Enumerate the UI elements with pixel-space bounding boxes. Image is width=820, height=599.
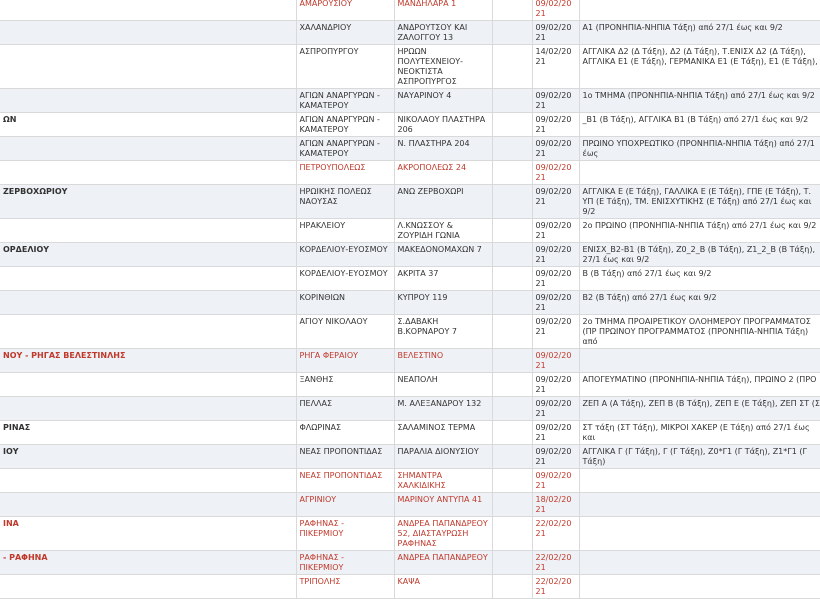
classes-cell: 1ο ΤΜΗΜΑ (ΠΡΟΝΗΠΙΑ-ΝΗΠΙΑ Τάξη) από 27/1 έως και 9/2	[579, 89, 820, 113]
spacer-cell	[492, 575, 532, 599]
spacer-cell	[492, 291, 532, 315]
classes-cell: ΠΡΩΙΝΟ ΥΠΟΧΡΕΩΤΙΚΟ (ΠΡΟΝΗΠΙΑ-ΝΗΠΙΑ Τάξη) από 27/1 έως	[579, 137, 820, 161]
address-cell: ΚΑΨΑ	[394, 575, 492, 599]
table-row	[0, 243, 820, 267]
table-row	[0, 45, 820, 89]
address-cell: ΠΑΡΑΛΙΑ ΔΙΟΝΥΣΙΟΥ	[394, 445, 492, 469]
school-name-cell: ΖΕΡΒΟΧΩΡΙΟΥ	[0, 185, 296, 219]
date-cell: 09/02/2021	[532, 185, 579, 219]
date-cell: 22/02/2021	[532, 551, 579, 575]
table-row	[0, 397, 820, 421]
date-cell: 14/02/2021	[532, 45, 579, 89]
address-cell: ΝΙΚΟΛΑΟΥ ΠΛΑΣΤΗΡΑ 206	[394, 113, 492, 137]
school-name-cell: ΙΟΥ	[0, 445, 296, 469]
municipality-cell: ΑΓΡΙΝΙΟΥ	[296, 493, 394, 517]
classes-cell: ΖΕΠ Α (Α Τάξη), ΖΕΠ Β (Β Τάξη), ΖΕΠ Ε (Ε Τάξη), ΖΕΠ ΣΤ (Σ	[579, 397, 820, 421]
table-row	[0, 373, 820, 397]
municipality-cell: ΚΟΡΔΕΛΙΟΥ-ΕΥΟΣΜΟΥ	[296, 267, 394, 291]
table-row	[0, 161, 820, 185]
municipality-cell: ΑΓΙΩΝ ΑΝΑΡΓΥΡΩΝ - ΚΑΜΑΤΕΡΟΥ	[296, 113, 394, 137]
classes-cell: ΕΝΙΣΧ_Β2-Β1 (Β Τάξη), Ζ0_2_Β (Β Τάξη), Ζ1_2_Β (Β Τάξη), 27/1 έως και 9/2	[579, 243, 820, 267]
address-cell: ΝΕΑΠΟΛΗ	[394, 373, 492, 397]
date-cell: 09/02/2021	[532, 113, 579, 137]
address-cell: ΑΝΔΡΟΥΤΣΟΥ ΚΑΙ ΖΑΛΟΓΓΟΥ 13	[394, 21, 492, 45]
school-name-cell	[0, 45, 296, 89]
table-row	[0, 185, 820, 219]
municipality-cell: ΑΓΙΩΝ ΑΝΑΡΓΥΡΩΝ - ΚΑΜΑΤΕΡΟΥ	[296, 137, 394, 161]
address-cell: ΜΑΝΔΗΛΑΡΑ 1	[394, 0, 492, 21]
municipality-cell: ΑΓΙΟΥ ΝΙΚΟΛΑΟΥ	[296, 315, 394, 349]
spacer-cell	[492, 315, 532, 349]
classes-cell: ΑΓΓΛΙΚΑ Ε (Ε Τάξη), ΓΑΛΛΙΚΑ Ε (Ε Τάξη), ΓΠΕ (Ε Τάξη), Τ. ΥΠ (Ε Τάξη), ΤΜ. ΕΝΙΣΧΥΤΙΚΗΣ (Ε Τάξη) από 27/1 έως και 9/2	[579, 185, 820, 219]
school-name-cell	[0, 219, 296, 243]
table-row	[0, 219, 820, 243]
school-name-cell: ΟΡΔΕΛΙΟΥ	[0, 243, 296, 267]
classes-cell: ΑΓΓΛΙΚΑ Γ (Γ Τάξη), Γ (Γ Τάξη), Ζ0*Γ1 (Γ Τάξη), Ζ1*Γ1 (Γ Τάξη)	[579, 445, 820, 469]
municipality-cell: ΠΕΤΡΟΥΠΟΛΕΩΣ	[296, 161, 394, 185]
school-name-cell	[0, 267, 296, 291]
date-cell: 09/02/2021	[532, 291, 579, 315]
table-row	[0, 113, 820, 137]
address-cell: ΗΡΩΩΝ ΠΟΛΥΤΕΧΝΕΙΟΥ-ΝΕΟΚΤΙΣΤΑ ΑΣΠΡΟΠΥΡΓΟΣ	[394, 45, 492, 89]
date-cell: 18/02/2021	[532, 493, 579, 517]
school-name-cell	[0, 21, 296, 45]
municipality-cell: ΚΟΡΙΝΘΙΩΝ	[296, 291, 394, 315]
spacer-cell	[492, 243, 532, 267]
classes-cell: Α1 (ΠΡΟΝΗΠΙΑ-ΝΗΠΙΑ Τάξη) από 27/1 έως και 9/2	[579, 21, 820, 45]
spacer-cell	[492, 137, 532, 161]
municipality-cell: ΚΟΡΔΕΛΙΟΥ-ΕΥΟΣΜΟΥ	[296, 243, 394, 267]
municipality-cell: ΝΕΑΣ ΠΡΟΠΟΝΤΙΔΑΣ	[296, 445, 394, 469]
date-cell: 22/02/2021	[532, 575, 579, 599]
date-cell: 09/02/2021	[532, 445, 579, 469]
spacer-cell	[492, 397, 532, 421]
date-cell: 09/02/2021	[532, 161, 579, 185]
classes-cell	[579, 551, 820, 575]
municipality-cell: ΞΑΝΘΗΣ	[296, 373, 394, 397]
table-row	[0, 551, 820, 575]
school-name-cell: ΝΟΥ - ΡΗΓΑΣ ΒΕΛΕΣΤΙΝΛΗΣ	[0, 349, 296, 373]
municipality-cell: ΡΑΦΗΝΑΣ - ΠΙΚΕΡΜΙΟΥ	[296, 551, 394, 575]
spacer-cell	[492, 373, 532, 397]
spacer-cell	[492, 551, 532, 575]
date-cell: 09/02/2021	[532, 373, 579, 397]
address-cell: ΑΚΡΟΠΟΛΕΩΣ 24	[394, 161, 492, 185]
classes-cell: 2ο ΤΜΗΜΑ ΠΡΟΑΙΡΕΤΙΚΟΥ ΟΛΟΗΜΕΡΟΥ ΠΡΟΓΡΑΜΜΑΤΟΣ (ΠΡ ΠΡΩΙΝΟΥ ΠΡΟΓΡΑΜΜΑΤΟΣ (ΠΡΟΝΗΠΙΑ-ΝΗΠΙΑ Τάξη) από	[579, 315, 820, 349]
date-cell: 09/02/2021	[532, 349, 579, 373]
address-cell: Λ.ΚΝΩΣΣΟΥ & ΖΟΥΡΙΔΗ ΓΩΝΙΑ	[394, 219, 492, 243]
address-cell: ΑΝΔΡΕΑ ΠΑΠΑΝΔΡΕΟΥ 52, ΔΙΑΣΤΑΥΡΩΣΗ ΡΑΦΗΝΑΣ	[394, 517, 492, 551]
school-name-cell	[0, 373, 296, 397]
school-name-cell: ΩΝ	[0, 113, 296, 137]
school-name-cell	[0, 137, 296, 161]
table-row	[0, 21, 820, 45]
classes-cell	[579, 517, 820, 551]
school-name-cell	[0, 0, 296, 21]
classes-cell	[579, 349, 820, 373]
table-row	[0, 291, 820, 315]
classes-cell: 2ο ΠΡΩΙΝΟ (ΠΡΟΝΗΠΙΑ-ΝΗΠΙΑ Τάξη) από 27/1 έως και 9/2	[579, 219, 820, 243]
address-cell: ΒΕΛΕΣΤΙΝΟ	[394, 349, 492, 373]
municipality-cell: ΗΡΑΚΛΕΙΟΥ	[296, 219, 394, 243]
address-cell: ΑΝΩ ΖΕΡΒΟΧΩΡΙ	[394, 185, 492, 219]
school-name-cell	[0, 161, 296, 185]
spacer-cell	[492, 421, 532, 445]
municipality-cell: ΗΡΩΙΚΗΣ ΠΟΛΕΩΣ ΝΑΟΥΣΑΣ	[296, 185, 394, 219]
municipality-cell: ΡΗΓΑ ΦΕΡΑΙΟΥ	[296, 349, 394, 373]
date-cell: 09/02/2021	[532, 243, 579, 267]
date-cell: 09/02/2021	[532, 0, 579, 21]
classes-cell	[579, 575, 820, 599]
spacer-cell	[492, 185, 532, 219]
address-cell: Μ. ΑΛΕΞΑΝΔΡΟΥ 132	[394, 397, 492, 421]
municipality-cell: ΑΜΑΡΟΥΣΙΟΥ	[296, 0, 394, 21]
classes-cell: ΑΠΟΓΕΥΜΑΤΙΝΟ (ΠΡΟΝΗΠΙΑ-ΝΗΠΙΑ Τάξη), ΠΡΩΙΝΟ 2 (ΠΡΟ	[579, 373, 820, 397]
spacer-cell	[492, 113, 532, 137]
date-cell: 09/02/2021	[532, 89, 579, 113]
address-cell: ΝΑΥΑΡΙΝΟΥ 4	[394, 89, 492, 113]
table-row	[0, 315, 820, 349]
date-cell: 09/02/2021	[532, 137, 579, 161]
classes-cell	[579, 161, 820, 185]
school-name-cell	[0, 469, 296, 493]
address-cell: ΣΑΛΑΜΙΝΟΣ ΤΕΡΜΑ	[394, 421, 492, 445]
table-row	[0, 493, 820, 517]
table-row	[0, 349, 820, 373]
spacer-cell	[492, 445, 532, 469]
classes-cell	[579, 0, 820, 21]
classes-cell	[579, 493, 820, 517]
school-name-cell	[0, 397, 296, 421]
date-cell: 09/02/2021	[532, 21, 579, 45]
school-name-cell	[0, 575, 296, 599]
spacer-cell	[492, 0, 532, 21]
address-cell: ΣΗΜΑΝΤΡΑ ΧΑΛΚΙΔΙΚΗΣ	[394, 469, 492, 493]
municipality-cell: ΦΛΩΡΙΝΑΣ	[296, 421, 394, 445]
school-name-cell: - ΡΑΦΗΝΑ	[0, 551, 296, 575]
table-row	[0, 445, 820, 469]
spacer-cell	[492, 349, 532, 373]
table-row	[0, 575, 820, 599]
classes-cell: ΣΤ τάξη (ΣΤ Τάξη), ΜΙΚΡΟΙ ΧΑΚΕΡ (Ε Τάξη) από 27/1 έως και	[579, 421, 820, 445]
address-cell: ΑΚΡΙΤΑ 37	[394, 267, 492, 291]
address-cell: Ν. ΠΛΑΣΤΗΡΑ 204	[394, 137, 492, 161]
date-cell: 09/02/2021	[532, 267, 579, 291]
municipality-cell: ΧΑΛΑΝΔΡΙΟΥ	[296, 21, 394, 45]
spacer-cell	[492, 267, 532, 291]
spacer-cell	[492, 89, 532, 113]
municipality-cell: ΤΡΙΠΟΛΗΣ	[296, 575, 394, 599]
table-row	[0, 267, 820, 291]
date-cell: 09/02/2021	[532, 397, 579, 421]
spacer-cell	[492, 517, 532, 551]
classes-cell: ΑΓΓΛΙΚΑ Δ2 (Δ Τάξη), Δ2 (Δ Τάξη), Τ.ΕΝΙΣΧ Δ2 (Δ Τάξη), ΑΓΓΛΙΚΑ Ε1 (Ε Τάξη), ΓΕΡΜΑΝΙΚΑ Ε1 (Ε Τάξη), Ε1 (Ε Τάξη),	[579, 45, 820, 89]
spacer-cell	[492, 469, 532, 493]
municipality-cell: ΡΑΦΗΝΑΣ - ΠΙΚΕΡΜΙΟΥ	[296, 517, 394, 551]
classes-cell: _Β1 (Β Τάξη), ΑΓΓΛΙΚΑ Β1 (Β Τάξη) από 27/1 έως και 9/2	[579, 113, 820, 137]
municipality-cell: ΠΕΛΛΑΣ	[296, 397, 394, 421]
date-cell: 09/02/2021	[532, 315, 579, 349]
address-cell: ΜΑΚΕΔΟΝΟΜΑΧΩΝ 7	[394, 243, 492, 267]
date-cell: 09/02/2021	[532, 219, 579, 243]
municipality-cell: ΑΣΠΡΟΠΥΡΓΟΥ	[296, 45, 394, 89]
table-row	[0, 89, 820, 113]
table-row	[0, 517, 820, 551]
spacer-cell	[492, 21, 532, 45]
table-row	[0, 137, 820, 161]
spacer-cell	[492, 493, 532, 517]
date-cell: 22/02/2021	[532, 517, 579, 551]
municipality-cell: ΝΕΑΣ ΠΡΟΠΟΝΤΙΔΑΣ	[296, 469, 394, 493]
municipality-cell: ΑΓΙΩΝ ΑΝΑΡΓΥΡΩΝ - ΚΑΜΑΤΕΡΟΥ	[296, 89, 394, 113]
school-name-cell	[0, 315, 296, 349]
spacer-cell	[492, 219, 532, 243]
table-row	[0, 0, 820, 21]
date-cell: 09/02/2021	[532, 421, 579, 445]
school-name-cell: ΙΝΑ	[0, 517, 296, 551]
classes-cell	[579, 469, 820, 493]
table-row	[0, 469, 820, 493]
school-name-cell	[0, 493, 296, 517]
school-name-cell	[0, 89, 296, 113]
classes-cell: Β2 (Β Τάξη) από 27/1 έως και 9/2	[579, 291, 820, 315]
address-cell: ΜΑΡΙΝΟΥ ΑΝΤΥΠΑ 41	[394, 493, 492, 517]
date-cell: 09/02/2021	[532, 469, 579, 493]
address-cell: Σ.ΔΑΒΑΚΗ Β.ΚΟΡΝΑΡΟΥ 7	[394, 315, 492, 349]
spacer-cell	[492, 161, 532, 185]
address-cell: ΑΝΔΡΕΑ ΠΑΠΑΝΔΡΕΟΥ	[394, 551, 492, 575]
table-row	[0, 421, 820, 445]
address-cell: ΚΥΠΡΟΥ 119	[394, 291, 492, 315]
classes-cell: Β (Β Τάξη) από 27/1 έως και 9/2	[579, 267, 820, 291]
school-name-cell: ΡΙΝΑΣ	[0, 421, 296, 445]
spacer-cell	[492, 45, 532, 89]
school-name-cell	[0, 291, 296, 315]
